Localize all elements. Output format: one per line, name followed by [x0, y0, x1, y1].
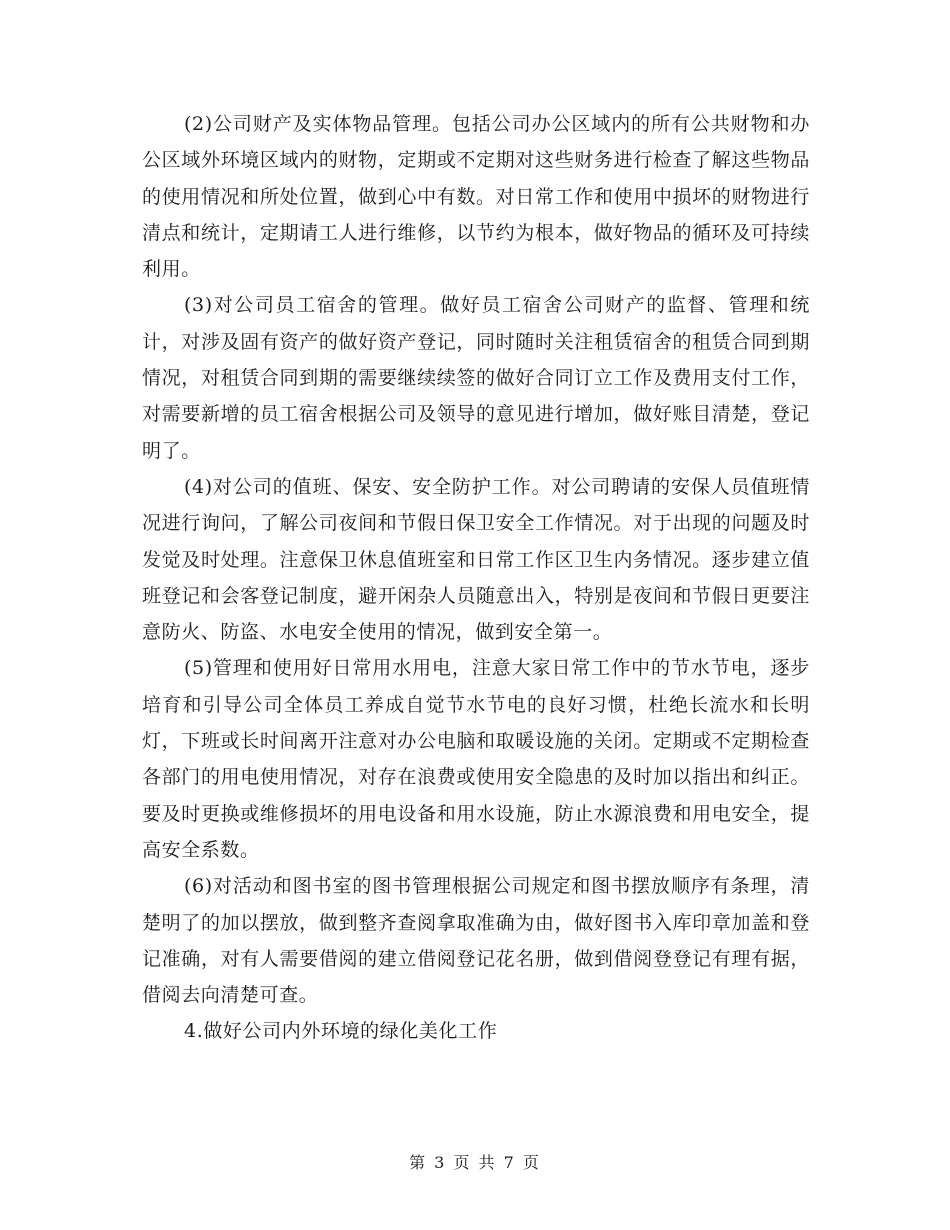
- footer-prefix: 第: [409, 1153, 428, 1172]
- footer-middle: 页 共: [453, 1153, 497, 1172]
- section-heading-greening: 4.做好公司内外环境的绿化美化工作: [184, 1020, 498, 1043]
- page-footer: [0, 1150, 950, 1173]
- document-body: [142, 106, 810, 1050]
- paragraph-water-electricity: (5)管理和使用好日常用水用电，注意大家日常工作中的节水节电，逐步培育和引导公司全体员工养成自觉节水节电的良好习惯，杜绝长流水和长明灯，下班或长时间离开注意对办公电脑和取暖设施的关闭。定期或不定期检查各部门的用电使用情况，对存在浪费或使用安全隐患的及时加以指出和纠正。要及时更换或维修损坏的用电设备和用水设施，防止水源浪费和用电安全，提高安全系数。: [142, 657, 810, 861]
- paragraph-property-management: (2)公司财产及实体物品管理。包括公司办公区域内的所有公共财物和办公区域外环境区域内的财物，定期或不定期对这些财务进行检查了解这些物品的使用情况和所处位置，做到心中有数。对日常工作和使用中损坏的财物进行清点和统计，定期请工人进行维修，以节约为根本，做好物品的循环及可持续利用。: [142, 113, 810, 281]
- paragraph-security-duty: (4)对公司的值班、保安、安全防护工作。对公司聘请的安保人员值班情况进行询问，了解公司夜间和节假日保卫安全工作情况。对于出现的问题及时发觉及时处理。注意保卫休息值班室和日常工作区卫生内务情况。逐步建立值班登记和会客登记制度，避开闲杂人员随意出入，特别是夜间和节假日更要注意防火、防盗、水电安全使用的情况，做到安全第一。: [142, 475, 810, 644]
- footer-total-pages: 7: [503, 1153, 516, 1172]
- footer-suffix: 页: [522, 1153, 541, 1172]
- footer-current-page: 3: [434, 1153, 447, 1172]
- paragraph-library-management: (6)对活动和图书室的图书管理根据公司规定和图书摆放顺序有条理，清楚明了的加以摆放，做到整齐查阅拿取准确为由，做好图书入库印章加盖和登记准确，对有人需要借阅的建立借阅登记花名册，做到借阅登登记有理有据，借阅去向清楚可查。: [142, 875, 810, 1007]
- paragraph-dormitory-management: (3)对公司员工宿舍的管理。做好员工宿舍公司财产的监督、管理和统计，对涉及固有资产的做好资产登记，同时随时关注租赁宿舍的租赁合同到期情况，对租赁合同到期的需要继续续签的做好合同订立工作及费用支付工作，对需要新增的员工宿舍根据公司及领导的意见进行增加，做好账目清楚，登记明了。: [142, 294, 810, 462]
